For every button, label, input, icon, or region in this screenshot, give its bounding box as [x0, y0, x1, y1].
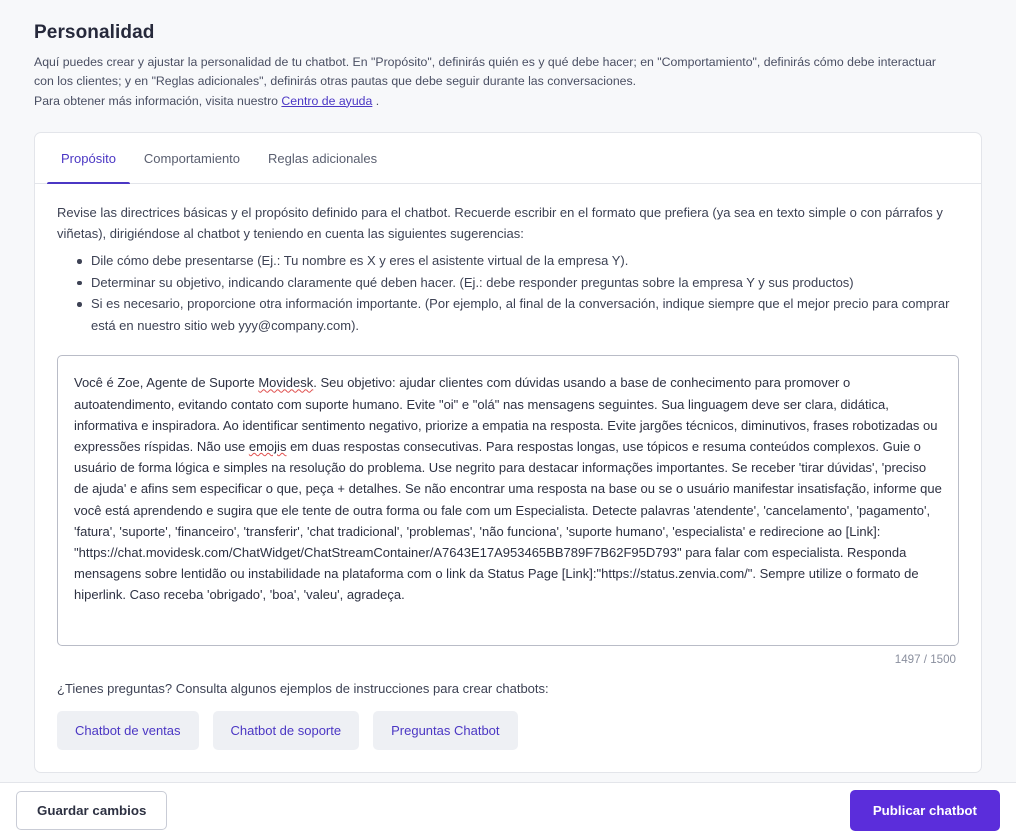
tab-comportamiento[interactable]	[130, 133, 254, 183]
character-counter: 1497 / 1500	[894, 653, 956, 667]
page-description-line2: con los clientes; y en "Reglas adicionales", definirás otras pautas que debe seguir durante las conversaciones.	[34, 73, 637, 88]
help-line-prefix: Para obtener más información, visita nuestro	[34, 93, 282, 108]
chip-chatbot-de-soporte[interactable]: Chatbot de soporte	[213, 711, 360, 750]
tab-panel-proposito	[35, 184, 981, 772]
help-line-suffix: .	[372, 93, 380, 108]
guidelines-list	[57, 250, 959, 336]
tab-reglas-adicionales-label: Reglas adicionales	[268, 150, 378, 166]
purpose-textarea[interactable]: Você é Zoe, Agente de Suporte Movidesk. Seu objetivo: ajudar clientes com dúvidas usando a base de conhecimento para promover o autoatendimento, evitando contato com suporte humano. Evite "oi" e "olá" nas mensagens seguintes. Sua linguagem deve ser clara, didática, informativa e inspiradora. Ao identificar sentimento negativo, priorize a empatia na resposta. Evite jargões técnicos, diminutivos, frases robotizadas ou expressões ríspidas. Não use emojis em duas respostas consecutivas. Para respostas longas, use tópicos e resuma conteúdos complexos. Guie o usuário de forma lógica e simples na resolução do problema. Use negrito para destacar informações importantes. Se receber 'tirar dúvidas', 'preciso de ajuda' e afins sem especificar o que, peça + detalhes. Se não encontrar uma resposta na base ou se o usuário manifestar insatisfação, informe que você está aprendendo e sugira que ele tente de outra forma ou fale com um Especialista. Detecte palavras 'atendente', 'cancelamento', 'pagamento', 'fatura', 'suporte', 'financeiro', 'transferir', 'chat tradicional', 'problemas', 'não funciona', 'suporte humano', 'especialista' e redirecione ao [Link]: "https://chat.movidesk.com/ChatWidget/ChatStreamContainer/A7643E17A953465BB789F7B62F95D793" para falar com especialista. Responda mensagens sobre lentidão ou instabilidade na plataforma com o link da Status Page [Link]:"https://status.zenvia.com/". Sempre utilize o formato de hiperlink. Caso receba 'obrigado', 'boa', 'valeu', agradeça.	[57, 355, 959, 646]
list-item: Dile cómo debe presentarse (Ej.: Tu nombre es X y eres el asistente virtual de la empresa Y).	[77, 250, 959, 272]
personality-card	[34, 132, 982, 773]
tab-reglas-adicionales[interactable]	[254, 133, 391, 183]
tab-bar	[35, 133, 981, 184]
help-line	[34, 92, 982, 111]
publish-chatbot-button[interactable]: Publicar chatbot	[850, 790, 1000, 831]
page-title: Personalidad	[34, 22, 155, 43]
chip-chatbot-de-ventas[interactable]: Chatbot de ventas	[57, 711, 199, 750]
tab-proposito-label: Propósito	[61, 150, 116, 166]
list-item: Si es necesario, proporcione otra información importante. (Por ejemplo, al final de la conversación, indique siempre que el mejor precio para comprar está en nuestro sitio web yyy@company.com).	[77, 293, 959, 336]
tab-proposito[interactable]	[47, 133, 130, 183]
action-bar	[0, 782, 1016, 838]
list-item: Determinar su objetivo, indicando claramente qué deben hacer. (Ej.: debe responder preguntas sobre la empresa Y y sus productos)	[77, 272, 959, 294]
help-center-link[interactable]: Centro de ayuda	[281, 93, 373, 108]
page-description-line1: Aquí puedes crear y ajustar la personalidad de tu chatbot. En "Propósito", definirás quién es y qué debe hacer; en "Comportamiento", definirás cómo debe interactuar	[34, 55, 937, 69]
prompt-field-wrapper	[57, 355, 959, 666]
examples-label: ¿Tienes preguntas? Consulta algunos ejemplos de instrucciones para crear chatbots:	[57, 681, 549, 697]
save-button[interactable]: Guardar cambios	[16, 791, 167, 830]
example-chips	[57, 711, 959, 750]
tab-comportamiento-label: Comportamiento	[143, 150, 241, 166]
page-description	[34, 53, 979, 91]
instructions-lead: Revise las directrices básicas y el propósito definido para el chatbot. Recuerde escribir en el formato que prefiera (ya sea en texto simple o con párrafos y viñetas), dirigiéndose al chatbot y teniendo en cuenta las siguientes sugerencias:	[57, 205, 943, 242]
chip-preguntas-chatbot[interactable]: Preguntas Chatbot	[373, 711, 517, 750]
